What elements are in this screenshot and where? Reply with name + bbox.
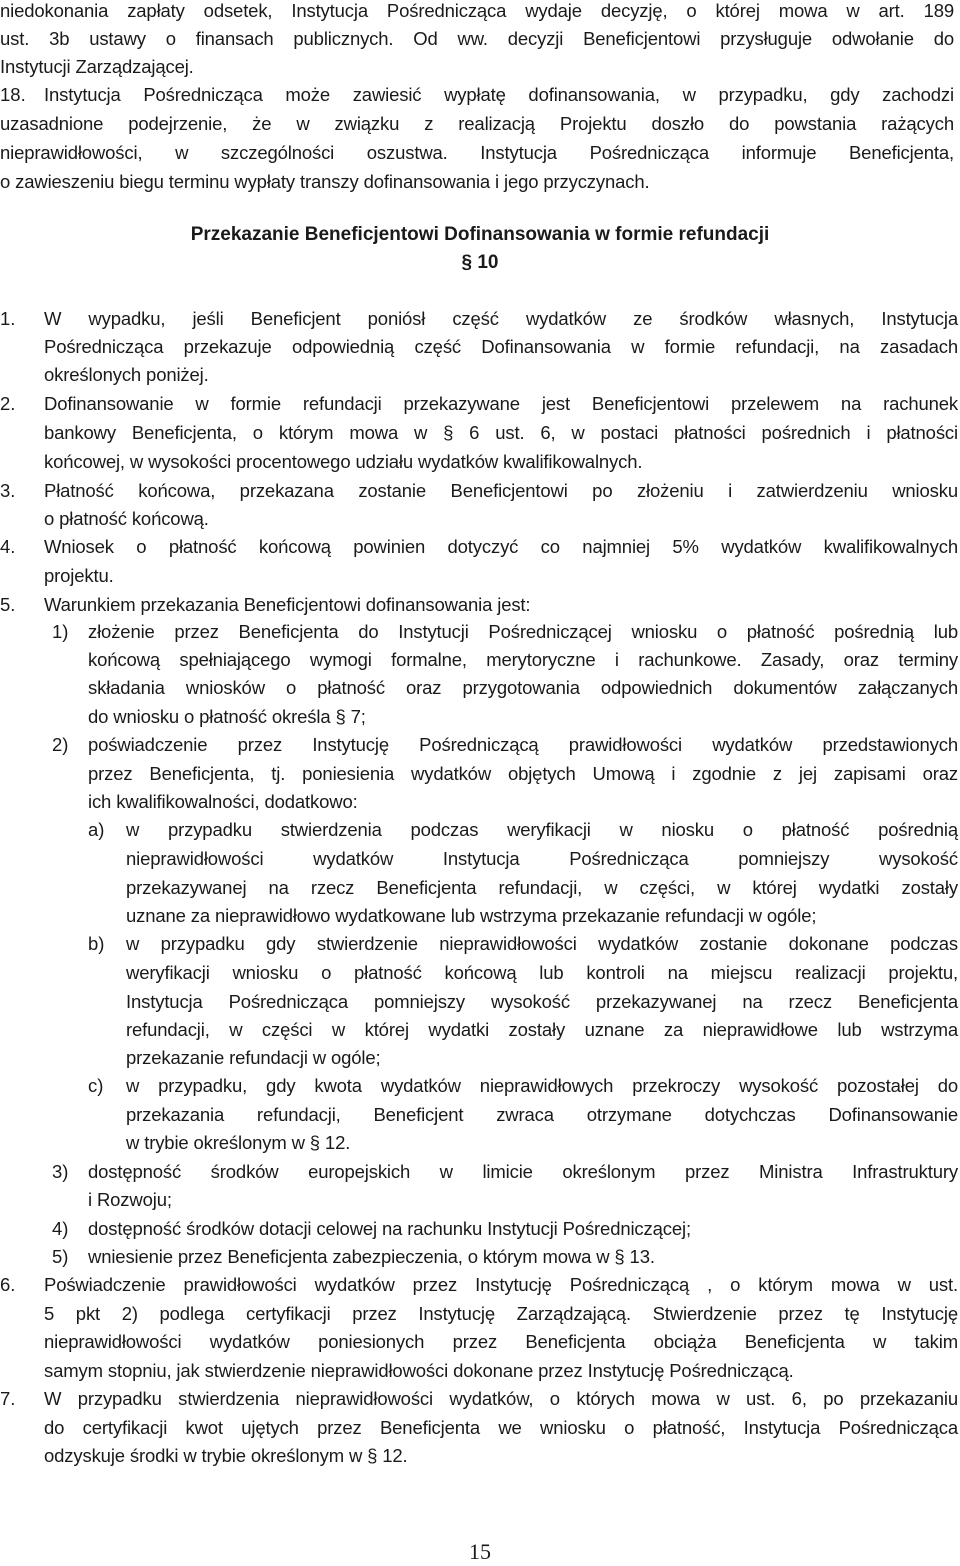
subitem-number: 2): [52, 734, 69, 755]
paragraph-line: dostępność środków europejskich w limicie określonym przez Ministra Infrastruktury: [88, 1161, 958, 1182]
paragraph-line: określonych poniżej.: [44, 364, 209, 385]
paragraph-line: uznane za nieprawidłowo wydatkowane lub wstrzyma przekazanie refundacji w ogóle;: [126, 905, 817, 926]
paragraph-line: 5 pkt 2) podlega certyfikacji przez Instytucję Zarządzającą. Stwierdzenie przez tę Instytucję: [44, 1303, 958, 1324]
item-number: 7.: [0, 1388, 16, 1409]
paragraph-line: końcową spełniającego wymogi formalne, merytoryczne i rachunkowe. Zasady, oraz terminy: [88, 649, 958, 670]
paragraph-line: wniesienie przez Beneficjenta zabezpieczenia, o którym mowa w § 13.: [88, 1246, 655, 1267]
paragraph-line: nieprawidłowości, w szczególności oszustwa. Instytucja Pośrednicząca informuje Beneficjenta,: [0, 142, 954, 163]
paragraph-line: i Rozwoju;: [88, 1189, 172, 1210]
paragraph-line: ich kwalifikowalności, dodatkowo:: [88, 791, 358, 812]
paragraph-line: przekazania refundacji, Beneficjent zwraca otrzymane dotychczas Dofinansowanie: [126, 1104, 958, 1125]
item-number: 6.: [0, 1274, 16, 1295]
item-number: 4.: [0, 536, 16, 557]
paragraph-line: składania wniosków o płatność oraz przygotowania odpowiednich dokumentów załączanych: [88, 677, 958, 698]
paragraph-line: Płatność końcowa, przekazana zostanie Beneficjentowi po złożeniu i zatwierdzeniu wniosku: [44, 480, 958, 501]
subitem-number: 1): [52, 621, 69, 642]
paragraph-line: Pośrednicząca przekazuje odpowiednią część Dofinansowania w formie refundacji, na zasadach: [44, 336, 958, 357]
paragraph-line: samym stopniu, jak stwierdzenie nieprawidłowości dokonane przez Instytucję Pośredniczącą.: [44, 1360, 794, 1381]
letter-item-number: a): [88, 819, 105, 840]
item-number: 3.: [0, 480, 16, 501]
paragraph-line: Warunkiem przekazania Beneficjentowi dofinansowania jest:: [44, 594, 531, 615]
section-number: § 10: [461, 252, 499, 273]
paragraph-line: Poświadczenie prawidłowości wydatków przez Instytucję Pośredniczącą , o którym mowa w ust.: [44, 1274, 958, 1295]
paragraph-line: Dofinansowanie w formie refundacji przekazywane jest Beneficjentowi przelewem na rachunek: [44, 393, 958, 414]
subitem-number: 5): [52, 1246, 69, 1267]
paragraph-line: weryfikacji wniosku o płatność końcową lub kontroli na miejscu realizacji projektu,: [126, 962, 958, 983]
paragraph-line: poświadczenie przez Instytucję Pośredniczącą prawidłowości wydatków przedstawionych: [88, 734, 958, 755]
paragraph-line: końcowej, w wysokości procentowego udziału wydatków kwalifikowalnych.: [44, 451, 643, 472]
paragraph-line: Instytucji Zarządzającej.: [0, 56, 194, 77]
paragraph-line: Instytucja Pośrednicząca pomniejszy wysokość przekazywanej na rzecz Beneficjenta: [126, 991, 958, 1012]
paragraph-line: refundacji, w części w której wydatki zostały uznane za nieprawidłowe lub wstrzyma: [126, 1019, 958, 1040]
letter-item-number: b): [88, 933, 105, 954]
section-title: Przekazanie Beneficjentowi Dofinansowania w formie refundacji: [190, 224, 770, 245]
paragraph-line: W wypadku, jeśli Beneficjent poniósł część wydatków ze środków własnych, Instytucja: [44, 308, 958, 329]
paragraph-line: W przypadku stwierdzenia nieprawidłowości wydatków, o których mowa w ust. 6, po przekazaniu: [44, 1388, 958, 1409]
item-number: 2.: [0, 393, 16, 414]
paragraph-line: w przypadku gdy stwierdzenie nieprawidłowości wydatków zostanie dokonane podczas: [126, 933, 958, 954]
item-number: 18.: [0, 84, 26, 105]
paragraph-line: projektu.: [44, 565, 114, 586]
paragraph-line: przekazywanej na rzecz Beneficjenta refundacji, w części, w której wydatki zostały: [126, 877, 958, 898]
paragraph-line: złożenie przez Beneficjenta do Instytucji Pośredniczącej wniosku o płatność pośrednią lub: [88, 621, 958, 642]
paragraph-line: przekazanie refundacji w ogóle;: [126, 1047, 381, 1068]
paragraph-line: do wniosku o płatność określa § 7;: [88, 706, 366, 727]
page-number: 15: [469, 1539, 491, 1564]
paragraph-line: odzyskuje środki w trybie określonym w § 12.: [44, 1445, 408, 1466]
paragraph-line: dostępność środków dotacji celowej na rachunku Instytucji Pośredniczącej;: [88, 1218, 691, 1239]
paragraph-line: do certyfikacji kwot ujętych przez Beneficjenta we wniosku o płatność, Instytucja Pośrednicząca: [44, 1417, 958, 1438]
paragraph-line: w trybie określonym w § 12.: [126, 1132, 351, 1153]
paragraph-line: przez Beneficjenta, tj. poniesienia wydatków objętych Umową i zgodnie z jej zapisami oraz: [88, 763, 958, 784]
letter-item-number: c): [88, 1075, 104, 1096]
subitem-number: 4): [52, 1218, 69, 1239]
item-number: 5.: [0, 594, 16, 615]
paragraph-line: o płatność końcową.: [44, 508, 209, 529]
paragraph-line: bankowy Beneficjenta, o którym mowa w § 6 ust. 6, w postaci płatności pośrednich i płatności: [44, 422, 958, 443]
paragraph-line: nieprawidłowości wydatków Instytucja Pośrednicząca pomniejszy wysokość: [126, 848, 958, 869]
paragraph-line: o zawieszeniu biegu terminu wypłaty transzy dofinansowania i jego przyczynach.: [0, 171, 650, 192]
item-number: 1.: [0, 308, 16, 329]
paragraph-line: Wniosek o płatność końcową powinien dotyczyć co najmniej 5% wydatków kwalifikowalnych: [44, 536, 958, 557]
subitem-number: 3): [52, 1161, 69, 1182]
paragraph-line: ust. 3b ustawy o finansach publicznych. Od ww. decyzji Beneficjentowi przysługuje odwołanie do: [0, 28, 954, 49]
paragraph-line: uzasadnione podejrzenie, że w związku z realizacją Projektu doszło do powstania rażących: [0, 113, 954, 134]
paragraph-line: nieprawidłowości wydatków poniesionych przez Beneficjenta obciąża Beneficjenta w takim: [44, 1331, 958, 1352]
paragraph-line: Instytucja Pośrednicząca może zawiesić wypłatę dofinansowania, w przypadku, gdy zachodzi: [44, 84, 954, 105]
paragraph-line: niedokonania zapłaty odsetek, Instytucja Pośrednicząca wydaje decyzję, o której mowa w art. 189: [0, 0, 954, 21]
paragraph-line: w przypadku, gdy kwota wydatków nieprawidłowych przekroczy wysokość pozostałej do: [126, 1075, 958, 1096]
paragraph-line: w przypadku stwierdzenia podczas weryfikacji w niosku o płatność pośrednią: [126, 819, 958, 840]
